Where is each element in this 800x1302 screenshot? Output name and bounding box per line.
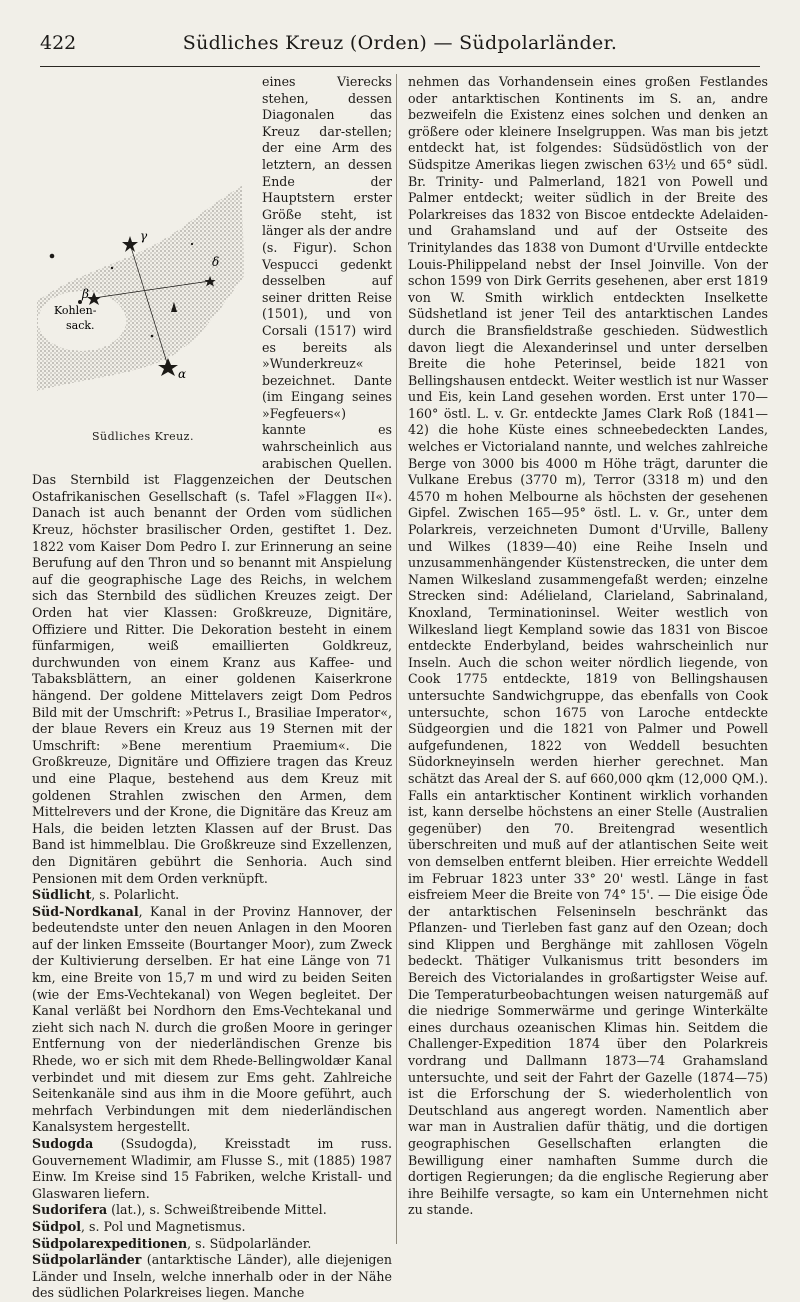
headword: Südpolarländer [32,1252,142,1268]
running-title: Südliches Kreuz (Orden) — Südpolarländer. [182,32,618,54]
headword: Sudorifera [32,1202,108,1218]
entry-suedpolarlaender [32,1252,392,1302]
entry-text: (Ssudogda), Kreisstadt im russ. Gouvernement Wladimir, am Flusse S., mit (1885) 1987 Einw. Im Kreise sind 15 Fabriken, welche Kristall- und Glaswaren liefern. [32,1136,392,1201]
entry-suedlicht [32,887,392,904]
entry-text: , s. Polarlicht. [91,887,180,903]
headword: Südlicht [32,887,92,903]
headword: Süd-Nordkanal [32,903,139,919]
figure-caption: Südliches Kreuz. [92,430,194,444]
paragraph-suedpolarlaender-continued: nehmen das Vorhandensein eines großen Festlandes oder antarktischen Kontinents im S. an, andre bezweifeln die Existenz eines solchen und denken an größere oder kleinere Inselgruppen. Was man bis jetzt entdeckt hat, ist folgendes: Südsüdöstlich von der Südspitze Amerikas liegen zwischen 63½ und 65° südl. Br. Trinity- und Palmerland, 1821 von Powell und Palmer entdeckt; weiter südlich in der Breite des Polarkreises das 1832 von Biscoe entdeckte Adelaiden- und Grahamsland und auf der Ostseite des Trinitylandes das 1838 von Dumont d'Urville entdeckte Louis-Philippeland nebst der Insel Joinville. Von der schon 1599 von Dirk Gerrits gesehenen, aber erst 1819 von W. Smith wirklich entdeckten Inselkette Südshetland ist jener Teil des antarktischen Landes durch die Bransfieldstraße geschieden. Südwestlich davon liegt die Alexanderinsel und unter derselben Breite die hohe Peterinsel, beide 1821 von Bellingshausen entdeckt. Weiter westlich ist nur Wasser und Eis, kein Land gesehen worden. Erst unter 170—160° östl. L. v. Gr. entdeckte James Clark Roß (1841—42) die hohe Küste eines schneebedeckten Landes, welches er Victorialand nannte, und welches zahlreiche Berge von 3000 bis 4000 m Höhe trägt, darunter die Vulkane Erebus (3770 m), Terror (3318 m) und den 4570 m hohen Melbourne als höchsten der gesehenen Gipfel. Zwischen 165—95° östl. L. v. Gr., unter dem Polarkreis, verzeichneten Dumont d'Urville, Balleny und Wilkes (1839—40) eine Reihe Inseln und unzusammenhängender Küstenstrecken, die unter dem Namen Wilkesland zusammengefaßt werden; einzelne Strecken sind: Adélieland, Clarieland, Sabrinaland, Knoxland, Terminationinsel. Weiter westlich von Wilkesland liegt Kempland sowie das 1831 von Biscoe entdeckte Enderbyland, beides wahrscheinlich nur Inseln. Auch die schon weiter nördlich liegende, von Cook 1775 entdeckte, 1819 von Bellingshausen untersuchte Sandwichgruppe, das ebenfalls von Cook untersuchte, schon 1675 von Laroche entdeckte Südgeorgien und die 1821 von Palmer und Powell aufgefundenen, 1822 von Weddell besuchten Südorkneyinseln werden hierher gerechnet. Man schätzt das Areal der S. auf 660,000 qkm (12,000 QM.). Falls ein antarktischer Kontinent wirklich vorhanden ist, kann derselbe höchstens an einer Stelle (Australien gegenüber) den 70. Breitengrad wesentlich überschreiten und muß auf der atlantischen Seite weit von demselben entfernt bleiben. Hier erreichte Weddell im Februar 1823 unter 33° 20' westl. Länge in fast eisfreiem Meer die Breite von 74° 15'. — Die eisige Öde der antarktischen Felseninseln beschränkt das Pflanzen- und Tierleben fast ganz auf den Ozean; doch sind Klippen und Berghänge mit zahllosen Vögeln bedeckt. Thätiger Vulkanismus tritt besonders im Bereich des Victorialandes in großartigster Weise auf. Die Temperaturbeobachtungen weisen naturgemäß auf die niedrige Sommerwärme und geringe Winterkälte eines durchaus ozeanischen Klimas hin. Seitdem die Challenger-Expedition 1874 über den Polarkreis vordrang und Dallmann 1873—74 Grahamsland untersuchte, und seit der Fahrt der Gazelle (1874—75) ist die Erforschung der S. wiederholentlich von Deutschland aus angeregt worden. Namentlich aber war man in Australien dafür thätig, und die dortigen geographischen Gesellschaften erlangten die Bewilligung einer namhaften Summe durch die dortigen Regierungen; da die englische Regierung aber ihre Beihilfe versagte, so kam ein Unternehmen nicht zu stande. [408,74,768,1218]
southern-cross-illustration [32,126,254,426]
entry-sudorifera [32,1202,392,1219]
beta-label: β [82,287,89,301]
right-column [408,74,768,1219]
headword: Sudogda [32,1136,94,1151]
entry-suedpolarexpeditionen [32,1236,392,1253]
kohlensack-label-1: Kohlen- [54,304,97,317]
alpha-label: α [178,367,187,381]
headword: Südpol [32,1218,82,1234]
entry-text: , Kanal in der Provinz Hannover, der bedeutendste unter den neuen Anlagen in den Mooren auf der linken Emsseite (Bourtanger Moor), zum Zweck der Kultivierung derselben. Er hat eine Länge von 71 km, eine Breite von 15,7 m und wird zu beiden Seiten (wie der Ems-Vechtekanal) von Wegen begleitet. Der Kanal verläßt bei Nordhorn den Ems-Vechtekanal und zieht sich nach N. durch die großen Moore in geringer Entfernung von der niederländischen Grenze bis Rhede, wo er sich mit dem Rhede-Bellingwoldær Kanal verbindet und mit diesem zur Ems geht. Zahlreiche Seitenkanäle sind aus ihm in die Moore geführt, auch mehrfach Verbindungen mit dem niederländischen Kanalsystem hergestellt. [32,903,392,1135]
left-column [32,74,392,1302]
column-divider [396,74,397,1244]
entry-suedpol [32,1219,392,1236]
page-header [40,30,760,67]
entry-sudogda [32,1136,392,1202]
entry-text: , s. Pol und Magnetismus. [81,1218,246,1234]
entry-text: (lat.), s. Schweißtreibende Mittel. [107,1202,327,1218]
entry-text: (antarktische Länder), alle diejenigen Länder und Inseln, welche innerhalb oder in der Nähe des südlichen Polarkreises liegen. Manche [32,1252,392,1301]
entry-sued-nordkanal [32,904,392,1136]
kohlensack-label-2: sack. [66,319,95,332]
constellation-figure [32,126,254,456]
gamma-label: γ [140,229,148,243]
paragraph-southern-cross: eines Vierecks stehen, dessen Diagonalen das Kreuz dar-stellen; der eine Arm des letztern, an dessen Ende der Hauptstern erster Größe steht, ist länger als der andre (s. Figur). Schon Vespucci gedenkt desselben auf seiner dritten Reise (1501), und von Corsali (1517) wird es bereits als »Wunderkreuz« bezeichnet. Dante (im Eingang seines »Fegfeuers«) kannte es wahrscheinlich aus arabischen Quellen. Das Sternbild ist Flaggenzeichen der Deutschen Ostafrikanischen Gesellschaft (s. Tafel »Flaggen II«). Danach ist auch benannt der Orden vom südlichen Kreuz, höchster brasilischer Orden, gestiftet 1. Dez. 1822 vom Kaiser Dom Pedro I. zur Erinnerung an seine Berufung auf den Thron und so benannt mit Anspielung auf die geographische Lage des Reichs, in welchem sich das Sternbild des südlichen Kreuzes zeigt. Der Orden hat vier Klassen: Großkreuze, Dignitäre, Offiziere und Ritter. Die Dekoration besteht in einem fünfarmigen, weiß emaillierten Goldkreuz, durchwunden von einem Kranz aus Kaffee- und Tabaksblättern, an einer goldenen Kaiserkrone hängend. Der goldene Mittelavers zeigt Dom Pedros Bild mit der Umschrift: »Petrus I., Brasiliae Imperator«, der blaue Revers ein Kreuz aus 19 Sternen mit der Umschrift: »Bene merentium Praemium«. Die Großkreuze, Dignitäre und Offiziere tragen das Kreuz und eine Plaque, bestehend aus dem Kreuz mit goldenen Strahlen zwischen den Armen, dem Mittelrevers und der Krone, die Dignitäre das Kreuz am Hals, die beiden letzten Klassen auf der Brust. Das Band ist himmelblau. Die Großkreuze sind Exzellenzen, den Dignitären gebührt die Senhoria. Auch sind Pensionen mit dem Orden verknüpft. [32,74,392,886]
headword: Südpolarexpeditionen [32,1235,188,1251]
page-number: 422 [40,32,77,54]
delta-label: δ [212,255,220,269]
entry-text: , s. Südpolarländer. [187,1235,312,1251]
